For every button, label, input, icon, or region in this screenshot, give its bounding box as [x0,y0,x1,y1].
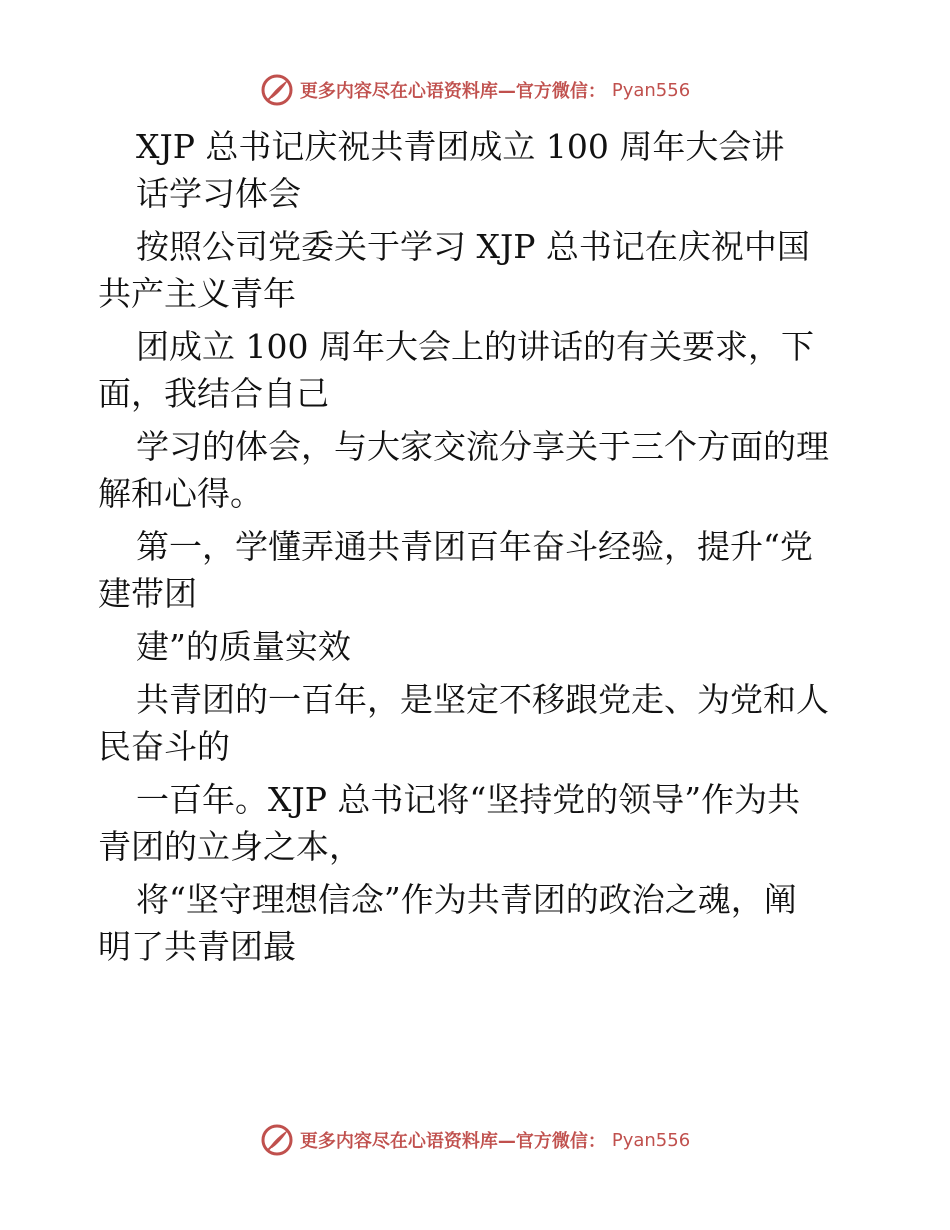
feather-logo-icon [260,73,294,107]
paragraph-line: 明了共青团最 [98,928,296,966]
paragraph-line: 建带团 [98,575,197,613]
paragraph-line: 解和心得。 [98,475,263,513]
paragraph-line: 一百年。XJP 总书记将“坚持党的领导”作为共 [136,781,801,819]
document-body [98,128,858,966]
paragraph-line: 第一，学懂弄通共青团百年奋斗经验，提升“党 [136,528,813,566]
paragraph-line: 共青团的一百年，是坚定不移跟党走、为党和人 [136,681,829,719]
paragraph-line: 青团的立身之本， [98,828,362,866]
paragraph-line: 按照公司党委关于学习 XJP 总书记在庆祝中国 [136,228,810,266]
banner-wechat-id: Pyan556 [611,1129,691,1151]
paragraph-line: 将“坚守理想信念”作为共青团的政治之魂，阐 [136,881,797,919]
paragraph-line: 共产主义青年 [98,275,296,313]
title-line-1: XJP 总书记庆祝共青团成立 100 周年大会讲 [136,128,785,166]
title-line-2: 话学习体会 [136,175,301,213]
banner-wechat-id: Pyan556 [611,79,691,101]
footer-banner [0,1122,950,1158]
paragraph-line: 团成立 100 周年大会上的讲话的有关要求，下 [136,328,814,366]
banner-text: 更多内容尽在心语资料库—官方微信： [299,1131,606,1152]
paragraph-line: 面，我结合自己 [98,375,329,413]
feather-logo-icon [260,1123,294,1157]
paragraph-line: 建”的质量实效 [136,628,351,666]
banner-text: 更多内容尽在心语资料库—官方微信： [299,81,606,102]
paragraph-line: 学习的体会，与大家交流分享关于三个方面的理 [136,428,829,466]
paragraph-line: 民奋斗的 [98,728,230,766]
header-banner [0,72,950,108]
